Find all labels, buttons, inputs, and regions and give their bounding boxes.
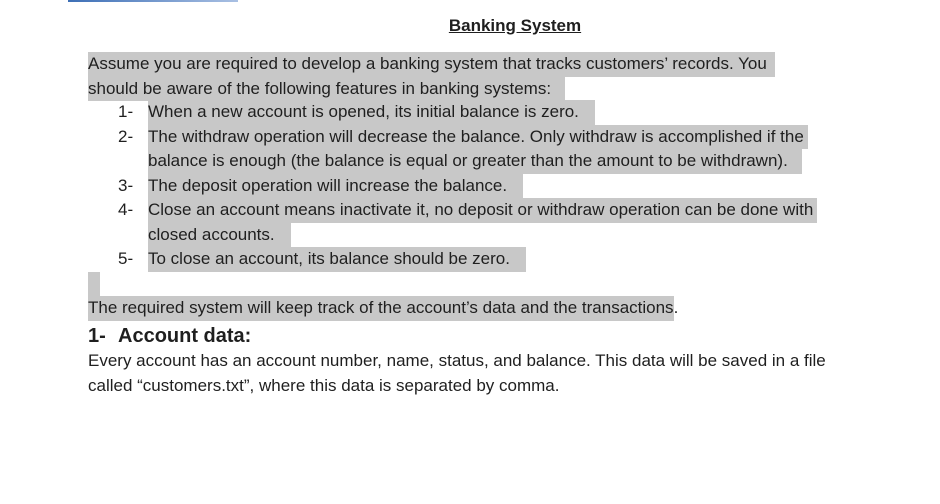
list-item-text: To close an account, its balance should be zero. [148, 247, 526, 272]
body-line: called “customers.txt”, where this data is separated by comma. [88, 375, 560, 395]
list-number: 3- [118, 175, 134, 195]
section-heading [88, 322, 251, 350]
list-item-text: closed accounts. [148, 223, 291, 248]
intro-line: Assume you are required to develop a banking system that tracks customers’ records. You [88, 52, 775, 77]
account-data-paragraph [88, 349, 826, 398]
document-title: Banking System [448, 16, 582, 35]
tracking-period: . [673, 298, 679, 317]
list-item-text: The deposit operation will increase the balance. [148, 174, 523, 199]
list-item-text: When a new account is opened, its initial balance is zero. [148, 100, 595, 125]
list-item-text: Close an account means inactivate it, no deposit or withdraw operation can be done with [148, 198, 817, 223]
list-item [118, 198, 817, 247]
section-number: 1- [88, 325, 106, 347]
list-number: 2- [118, 126, 134, 146]
list-number: 1- [118, 102, 134, 121]
list-number: 5- [118, 249, 134, 268]
tracking-paragraph [88, 296, 678, 321]
list-number: 4- [118, 200, 134, 219]
body-line: Every account has an account number, name, status, and balance. This data will be saved in a file [88, 351, 826, 370]
empty-highlight [88, 272, 100, 296]
section-title: Account data: [118, 325, 252, 347]
list-item [118, 125, 817, 174]
list-item [118, 100, 817, 125]
intro-paragraph [88, 52, 775, 101]
list-item [118, 174, 817, 199]
intro-line: should be aware of the following features in banking systems: [88, 77, 565, 102]
list-item-text: balance is enough (the balance is equal or greater than the amount to be withdrawn). [148, 149, 802, 174]
list-item [118, 247, 817, 272]
list-item-text: The withdraw operation will decrease the balance. Only withdraw is accomplished if the [148, 125, 808, 150]
feature-list [118, 100, 817, 272]
header-accent-line [68, 0, 238, 2]
tracking-text: The required system will keep track of the account’s data and the transactions [88, 296, 674, 321]
